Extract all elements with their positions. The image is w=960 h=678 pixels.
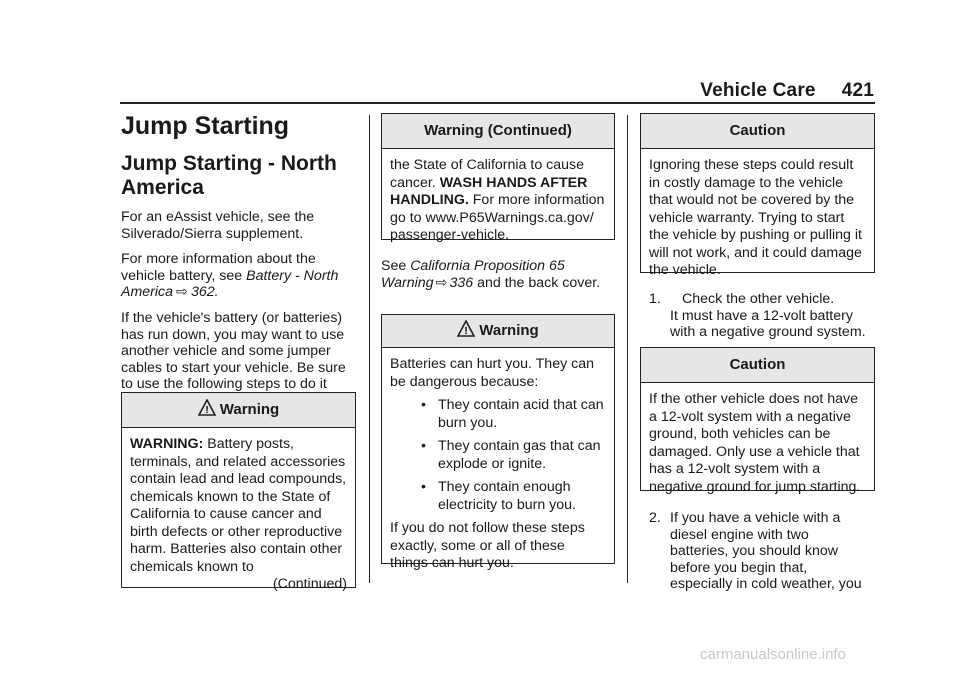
section-title: Vehicle Care bbox=[700, 80, 816, 101]
caution-body: Ignoring these steps could result in costly damage to the vehicle that would not be covered by the vehicle warranty. Trying to start the vehicle by pushing or pulling it will not work, and it could damage the vehicle. bbox=[649, 157, 862, 278]
svg-text:!: ! bbox=[464, 326, 468, 337]
warning-continued-box bbox=[381, 113, 615, 243]
intro-paragraph: If the vehicle's battery (or batteries) has run down, you may want to use another vehicle and some jumper cables to start your vehicle. Be sure to use the following steps to do it bbox=[121, 309, 346, 393]
column-divider-1 bbox=[369, 115, 370, 583]
caution-heading: Caution bbox=[641, 114, 874, 149]
warning-heading: ! Warning bbox=[122, 393, 355, 428]
list-item: • They contain enough electricity to burn you. bbox=[421, 479, 576, 513]
warning-intro: Batteries can hurt you. They can be dangerous because: bbox=[390, 356, 594, 390]
section-heading: Jump Starting - North America bbox=[121, 152, 337, 199]
caution-heading: Caution bbox=[641, 348, 874, 383]
warning-outro: If you do not follow these steps exactly, some or all of these things can hurt you. bbox=[390, 520, 585, 571]
step-number: 2. bbox=[649, 510, 661, 526]
list-item: • They contain gas that can explode or ignite. bbox=[421, 438, 601, 472]
caution-body: If the other vehicle does not have a 12-volt system with a negative ground, both vehicles can be damaged. Only use a vehicle that has a 12-volt system with a negative ground for jump starting. bbox=[649, 391, 861, 495]
page-title: Jump Starting bbox=[121, 112, 290, 140]
warning-triangle-icon bbox=[457, 320, 475, 337]
watermark: carmanualsonline.info bbox=[700, 646, 846, 663]
prop65-reference: See California Proposition 65 Warning ⇨ 336 and the back cover. bbox=[381, 258, 601, 291]
page-ref-arrow-icon: ⇨ bbox=[435, 274, 448, 291]
caution-box-2 bbox=[640, 347, 875, 495]
battery-link[interactable]: Battery - North America bbox=[121, 267, 339, 301]
column-1 bbox=[121, 112, 357, 419]
warning-heading: ! Warning bbox=[382, 315, 614, 348]
svg-text:!: ! bbox=[205, 405, 209, 416]
prop65-link[interactable]: California Proposition 65 Warning bbox=[381, 258, 565, 291]
battery-reference: For more information about the vehicle battery, see Battery - North America ⇨ 362. bbox=[121, 251, 339, 301]
page-ref-arrow-icon: ⇨ bbox=[176, 284, 188, 301]
list-item: • They contain acid that can burn you. bbox=[421, 397, 604, 431]
step-number: 1. bbox=[649, 291, 661, 307]
page-number: 421 bbox=[841, 80, 874, 101]
warning-box-1 bbox=[121, 392, 356, 592]
page-header bbox=[700, 80, 874, 102]
header-rule bbox=[120, 102, 875, 104]
warning-body bbox=[382, 348, 614, 585]
warning-box-2 bbox=[381, 314, 615, 571]
step-2: 2. If you have a vehicle with a diesel engine with two batteries, you should know before you begin that, especially in cold weather, you bbox=[649, 510, 862, 593]
step-1: 1. Check the other vehicle. It must have a 12-volt battery with a negative ground system. bbox=[649, 291, 875, 341]
warning-triangle-icon bbox=[198, 399, 216, 416]
warning-continued-heading: Warning (Continued) bbox=[382, 114, 614, 149]
warning-body: WARNING: Battery posts, terminals, and related accessories contain lead and lead compounds, chemicals known to the State of California to cause cancer and birth defects or other reproductive harm. Batteries also contain other chemicals known to (Continued) bbox=[130, 436, 347, 592]
step-1-detail: It must have a 12-volt battery with a negative ground system. bbox=[670, 307, 866, 341]
caution-box-1 bbox=[640, 113, 875, 278]
continued-label: (Continued) bbox=[272, 576, 347, 592]
eassist-note: For an eAssist vehicle, see the Silverado/Sierra supplement. bbox=[121, 209, 315, 242]
column-divider-2 bbox=[627, 115, 628, 583]
warning-continued-body: the State of California to cause cancer. WASH HANDS AFTER HANDLING. For more information go to www.P65Warnings.ca.gov/ passenger-vehicle. bbox=[390, 157, 605, 243]
